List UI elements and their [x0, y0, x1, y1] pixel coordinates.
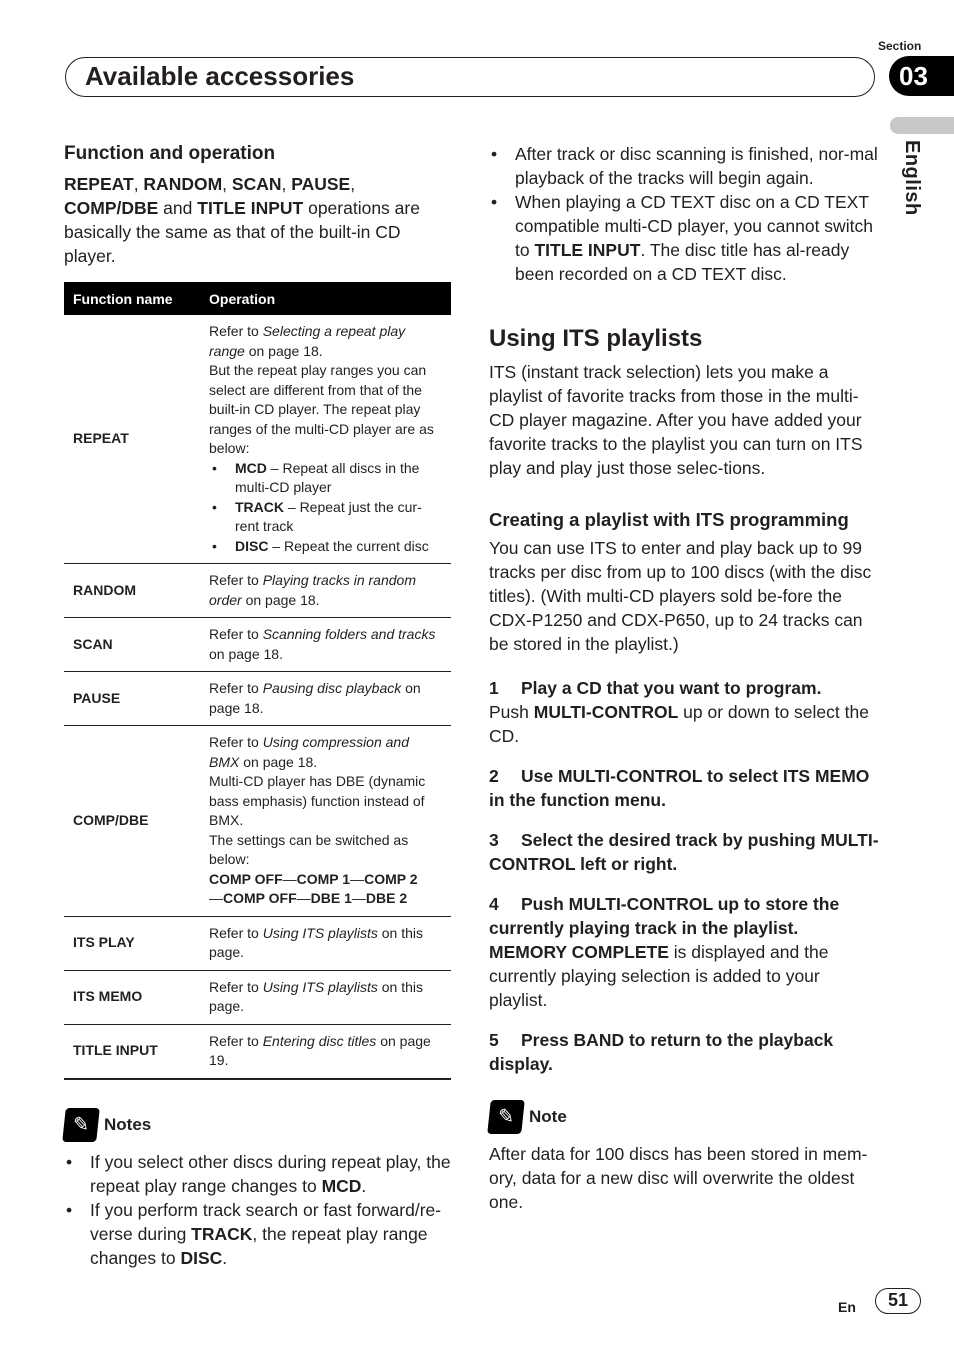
function-name: TITLE INPUT [64, 1024, 203, 1079]
pencil-note-icon: ✎ [487, 1100, 525, 1134]
page-number: 51 [875, 1288, 921, 1314]
notes-list [64, 1150, 451, 1270]
language-label: English [901, 140, 923, 216]
compdbe-cycle: COMP OFF—COMP 1—COMP 2 —COMP OFF—DBE 1—DBE 2 [209, 870, 418, 906]
table-row-titleinput [64, 1024, 451, 1079]
operation-text: Refer to Selecting a repeat play range on page 18. But the repeat play ranges you can select are different from that of the built-in CD player. The repeat play ranges of the multi-CD player are as below: • MCD – Repeat all discs in the multi-CD player • TRACK – Repeat just the cur-rent track • DISC – Repeat the current disc [203, 315, 451, 564]
step-4 [489, 892, 879, 1012]
function-name: COMP/DBE [64, 726, 203, 917]
step-body: Push MULTI-CONTROL up or down to select the CD. [489, 702, 869, 746]
language-tab [890, 117, 954, 134]
step-title: 1 Play a CD that you want to program. [489, 678, 822, 698]
operation-text: Refer to Playing tracks in random order on page 18. [203, 564, 451, 618]
page-title: Available accessories [85, 61, 355, 91]
table-row-itsmemo [64, 970, 451, 1024]
operation-text: Refer to Using ITS playlists on this page. [203, 916, 451, 970]
list-item: • If you perform track search or fast forward/re-verse during TRACK, the repeat play range changes to DISC. [64, 1198, 451, 1270]
function-name: ITS MEMO [64, 970, 203, 1024]
step-title: 4 Push MULTI-CONTROL up to store the currently playing track in the playlist. [489, 894, 840, 938]
right-column [489, 142, 879, 1214]
table-header-row [64, 282, 451, 315]
operation-text: Refer to Entering disc titles on page 19. [203, 1024, 451, 1079]
step-2 [489, 764, 879, 812]
list-item: • DISC – Repeat the current disc [209, 537, 442, 557]
step-body: MEMORY COMPLETE is displayed and the currently playing selection is added to your playlist. [489, 942, 829, 1010]
creating-playlist-heading: Creating a playlist with ITS programming [489, 509, 849, 530]
header-operation: Operation [203, 282, 451, 315]
left-column [64, 142, 451, 1270]
operation-text: Refer to Scanning folders and tracks on page 18. [203, 618, 451, 672]
operation-text: Refer to Using ITS playlists on this page. [203, 970, 451, 1024]
table-row-pause [64, 672, 451, 726]
table-row-random [64, 564, 451, 618]
list-item: • When playing a CD TEXT disc on a CD TEXT compatible multi-CD player, you cannot switch to TITLE INPUT. The disc title has al-ready been recorded on a CD TEXT disc. [489, 190, 879, 286]
step-5 [489, 1028, 879, 1076]
list-item: • If you select other discs during repeat play, the repeat play range changes to MCD. [64, 1150, 451, 1198]
repeat-range-list [209, 459, 442, 557]
function-intro: REPEAT, RANDOM, SCAN, PAUSE, COMP/DBE and TITLE INPUT operations are basically the same as that of the built-in CD player. [64, 174, 420, 266]
function-name: PAUSE [64, 672, 203, 726]
operation-text: Refer to Using compression and BMX on page 18. Multi-CD player has DBE (dynamic bass emphasis) function instead of BMX. The settings can be switched as below: COMP OFF—COMP 1—COMP 2 —COMP OFF—DBE 1—DBE 2 [203, 726, 451, 917]
footer-language: En [838, 1299, 856, 1315]
header-function-name: Function name [64, 282, 203, 315]
step-title: 2 Use MULTI-CONTROL to select ITS MEMO in the function menu. [489, 766, 870, 810]
list-item: • MCD – Repeat all discs in the multi-CD player [209, 459, 442, 498]
function-name: RANDOM [64, 564, 203, 618]
note-text: After data for 100 discs has been stored in mem-ory, data for a new disc will overwrite the oldest one. [489, 1144, 868, 1212]
step-title: 3 Select the desired track by pushing MULTI-CONTROL left or right. [489, 830, 879, 874]
section-label: Section [878, 39, 922, 53]
function-heading: Function and operation [64, 143, 276, 164]
step-title: 5 Press BAND to return to the playback display. [489, 1030, 834, 1074]
table-row-scan [64, 618, 451, 672]
creating-playlist-intro: You can use ITS to enter and play back up to 99 tracks per disc from up to 100 discs (with the disc titles). (With multi-CD players sold be-fore the CDX-P1250 and CDX-P650, up to 24 tracks can be stored in the playlist.) [489, 538, 872, 654]
its-heading: Using ITS playlists [489, 325, 703, 352]
continued-notes-list [489, 142, 879, 286]
note-title: Note [529, 1107, 567, 1126]
operation-text: Refer to Pausing disc playback on page 18. [203, 672, 451, 726]
section-number-badge: 03 [889, 56, 954, 96]
list-item: • TRACK – Repeat just the cur-rent track [209, 498, 442, 537]
table-row-itsplay [64, 916, 451, 970]
function-name: SCAN [64, 618, 203, 672]
notes-title: Notes [104, 1114, 152, 1134]
step-3 [489, 828, 879, 876]
function-table [64, 282, 451, 1080]
its-intro: ITS (instant track selection) lets you make a playlist of favorite tracks from those in the multi-CD player magazine. After you have added your favorite tracks to the playlist you can turn on ITS play and play just those selec-tions. [489, 362, 863, 478]
step-1 [489, 676, 879, 748]
list-item: • After track or disc scanning is finished, nor-mal playback of the tracks will begin again. [489, 142, 879, 190]
function-name: ITS PLAY [64, 916, 203, 970]
table-row-compdbe [64, 726, 451, 917]
table-row-repeat [64, 315, 451, 564]
notes-header [64, 1108, 451, 1142]
function-name: REPEAT [64, 315, 203, 564]
note-header [489, 1100, 879, 1134]
pencil-note-icon: ✎ [62, 1108, 100, 1142]
